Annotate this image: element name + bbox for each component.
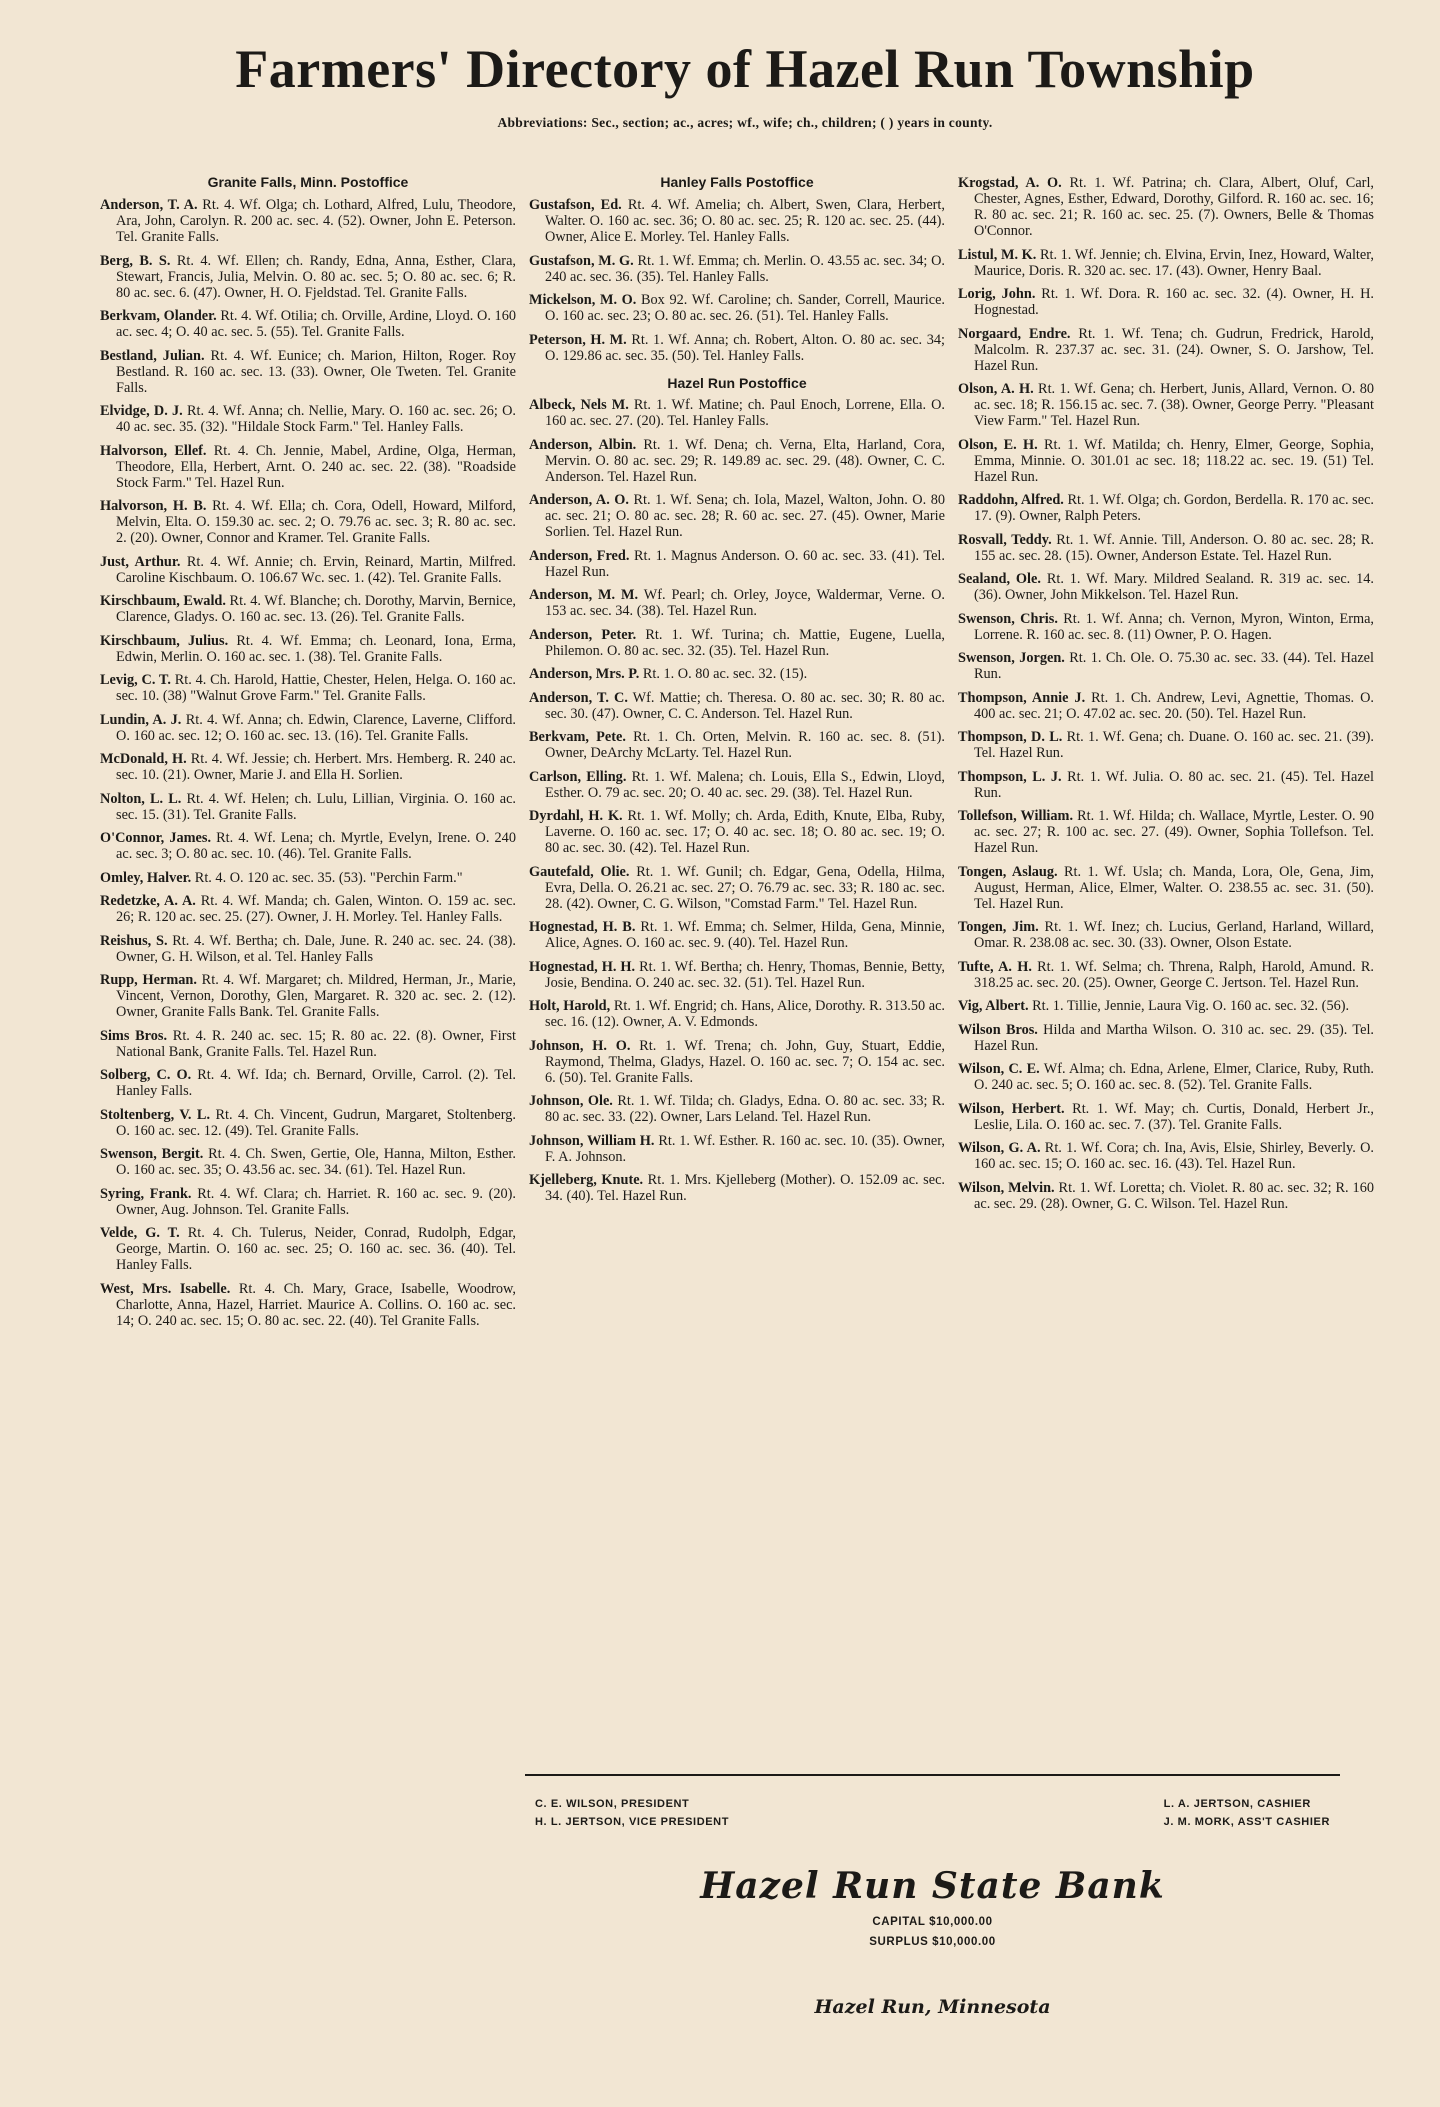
directory-entry — [958, 729, 1374, 761]
entry-name: Krogstad, A. O. — [958, 175, 1062, 192]
entry-name: Kjelleberg, Knute. — [529, 1172, 644, 1189]
bank-name: Hazel Run State Bank — [700, 1865, 1165, 1908]
entry-name: Berkvam, Pete. — [529, 729, 626, 746]
entry-details: Rt. 1. Wf. Dena; ch. Verna, Elta, Harland, Cora, Mervin. O. 80 ac. sec. 29; R. 149.89 ac. sec. 29. (48). Owner, C. C. Anderson. Tel. Hazel Run. — [545, 436, 945, 485]
entry-details: Rt. 1. Mrs. Kjelleberg (Mother). O. 152.09 ac. sec. 34. (40). Tel. Hazel Run. — [545, 1172, 946, 1205]
entry-details: Rt. 4. Wf. Jessie; ch. Herbert. Mrs. Hemberg. R. 240 ac. sec. 10. (21). Owner, Marie J. and Ella H. Sorlien. — [116, 751, 517, 784]
entry-details: Rt. 1. Wf. Julia. O. 80 ac. sec. 21. (45). Tel. Hazel Run. — [974, 768, 1374, 801]
directory-entry — [529, 548, 945, 580]
entry-details: Rt. 4. Wf. Bertha; ch. Dale, June. R. 240 ac. sec. 24. (38). Owner, G. H. Wilson, et al. Tel. Hanley Falls — [116, 932, 516, 965]
entry-details: Wf. Mattie; ch. Theresa. O. 80 ac. sec. 30; R. 80 ac. sec. 30. (47). Owner, C. C. Anderson. Tel. Hazel Run. — [545, 689, 945, 722]
entry-name: Hognestad, H. B. — [529, 919, 636, 936]
entry-details: Rt. 1. Wf. Cora; ch. Ina, Avis, Elsie, Shirley, Beverly. O. 160 ac. sec. 15; O. 160 ac. sec. 16. (43). Tel. Hazel Run. — [974, 1140, 1374, 1173]
entry-details: Rt. 4. Wf. Eunice; ch. Marion, Hilton, Roger. Roy Bestland. R. 160 ac. sec. 13. (33). Owner, Ole Tweten. Tel. Granite Falls. — [116, 347, 516, 396]
entry-details: Rt. 4. Ch. Vincent, Gudrun, Margaret, Stoltenberg. O. 160 ac. sec. 12. (49). Tel. Granite Falls. — [116, 1106, 516, 1139]
directory-entry — [100, 672, 516, 704]
entry-details: Rt. 1. Wf. Dora. R. 160 ac. sec. 32. (4). Owner, H. H. Hognestad. — [974, 286, 1375, 319]
entry-name: Anderson, T. A. — [100, 197, 198, 214]
directory-entry — [958, 1101, 1374, 1133]
entry-name: Halvorson, H. B. — [100, 498, 207, 515]
entry-details: Rt. 4. Wf. Lena; ch. Myrtle, Evelyn, Irene. O. 240 ac. sec. 3; O. 80 ac. sec. 10. (46). Tel. Granite Falls. — [116, 830, 516, 863]
directory-entry — [958, 998, 1374, 1014]
directory-entry — [529, 253, 945, 285]
directory-entry — [100, 403, 516, 435]
entry-name: Anderson, Albin. — [529, 436, 637, 453]
entry-name: Johnson, Ole. — [529, 1093, 613, 1110]
bank-capital: CAPITAL $10,000.00 — [872, 1916, 993, 1929]
entry-name: Sims Bros. — [100, 1027, 168, 1044]
bank-surplus: SURPLUS $10,000.00 — [869, 1935, 996, 1948]
entry-name: Kirschbaum, Julius. — [100, 632, 229, 649]
entry-details: Rt. 1. Wf. Patrina; ch. Clara, Albert, Oluf, Carl, Chester, Agnes, Esther, Edward, Dorothy, Gilford. R. 160 ac. sec. 16; R. 80 ac. sec. 21; R. 160 ac. sec. 25. (7). Owners, Belle & Thomas O'Connor. — [974, 175, 1374, 240]
entry-name: Gautefald, Olie. — [529, 863, 630, 880]
entries-hanley-falls — [529, 197, 945, 364]
entry-details: Rt. 4. Wf. Blanche; ch. Dorothy, Marvin, Bernice, Clarence, Gladys. O. 160 ac. sec. 13. (26). Tel. Granite Falls. — [116, 593, 517, 626]
directory-entry — [958, 532, 1374, 564]
directory-entry — [100, 972, 516, 1020]
entry-name: Carlson, Elling. — [529, 768, 627, 785]
directory-entry — [958, 492, 1374, 524]
bank-officers — [525, 1796, 1340, 1831]
column-hazel-run-cont — [958, 175, 1374, 1336]
entry-name: Norgaard, Endre. — [958, 325, 1071, 342]
entry-details: Rt. 1. Wf. Emma; ch. Merlin. O. 43.55 ac. sec. 34; O. 240 ac. sec. 36. (35). Tel. Hanley Falls. — [545, 252, 945, 285]
entry-details: Rt. 4. Wf. Anna; ch. Edwin, Clarence, Laverne, Clifford. O. 160 ac. sec. 12; O. 160 ac. sec. 13. (16). Tel. Granite Falls. — [116, 711, 516, 744]
directory-entry — [529, 1172, 945, 1204]
entry-details: Rt. 1. Wf. Gunil; ch. Edgar, Gena, Odella, Hilma, Evra, Della. O. 26.21 ac. sec. 27; O. 76.79 ac. sec. 33; R. 180 ac. sec. 28. (42). Owner, C. G. Wilson, "Comstad Farm." Tel. Hazel Run. — [545, 863, 945, 912]
directory-entry — [958, 437, 1374, 485]
entry-name: Levig, C. T. — [100, 672, 171, 689]
entry-name: Omley, Halver. — [100, 869, 192, 886]
directory-entry — [958, 919, 1374, 951]
directory-entry — [958, 1022, 1374, 1054]
directory-entry — [529, 666, 945, 682]
directory-entry — [529, 292, 945, 324]
entry-name: Rosvall, Teddy. — [958, 531, 1052, 548]
entry-details: Rt. 4. Wf. Clara; ch. Harriet. R. 160 ac. sec. 9. (20). Owner, Aug. Johnson. Tel. Granite Falls. — [116, 1185, 517, 1218]
entry-name: Reishus, S. — [100, 932, 168, 949]
entry-name: Anderson, Fred. — [529, 547, 630, 564]
entries-hazel-run — [529, 397, 945, 1204]
directory-entry — [529, 492, 945, 540]
entry-details: Rt. 1. Wf. Selma; ch. Threna, Ralph, Harold, Amund. R. 318.25 ac. sec. 20. (25). Owner, George C. Jertson. Tel. Hazel Run. — [974, 958, 1374, 991]
entry-name: Solberg, C. O. — [100, 1067, 192, 1084]
entry-name: Lorig, John. — [958, 286, 1036, 303]
directory-entry — [529, 587, 945, 619]
entry-details: Rt. 1. Wf. Tena; ch. Gudrun, Fredrick, Harold, Malcolm. R. 237.37 ac. sec. 31. (24). Owner, S. O. Jarshow, Tel. Hazel Run. — [974, 325, 1375, 374]
president: C. E. WILSON, PRESIDENT — [535, 1798, 690, 1810]
entry-name: West, Mrs. Isabelle. — [100, 1280, 231, 1297]
entry-details: Rt. 1. Wf. Loretta; ch. Violet. R. 80 ac. sec. 32; R. 160 ac. sec. 29. (28). Owner, G. C. Wilson. Tel. Hazel Run. — [974, 1179, 1374, 1212]
bank-advertisement — [525, 1774, 1340, 2018]
entry-details: Rt. 1. Wf. Mary. Mildred Sealand. R. 319 ac. sec. 14. (36). Owner, John Mikkelson. Tel. Hazel Run. — [974, 571, 1374, 604]
entry-details: Rt. 1. Wf. Annie. Till, Anderson. O. 80 ac. sec. 28; R. 155 ac. sec. 28. (15). Owner, Anderson Estate. Tel. Hazel Run. — [974, 531, 1375, 564]
directory-entry — [529, 808, 945, 856]
entry-details: Wf. Pearl; ch. Orley, Joyce, Waldermar, Verne. O. 153 ac. sec. 34. (38). Tel. Hazel Run. — [545, 587, 945, 620]
entry-name: Velde, G. T. — [100, 1225, 180, 1242]
directory-entry — [529, 998, 945, 1030]
entry-details: Rt. 4. Wf. Margaret; ch. Mildred, Herman, Jr., Marie, Vincent, Vernon, Dorothy, Glen, Margaret. R. 320 ac. sec. 2. (12). Owner, Granite Falls Bank. Tel. Granite Falls. — [116, 972, 516, 1021]
entry-name: Redetzke, A. A. — [100, 893, 196, 910]
entry-name: Johnson, H. O. — [529, 1037, 631, 1054]
directory-entry — [958, 650, 1374, 682]
entry-details: Rt. 1. Wf. Trena; ch. John, Guy, Stuart, Eddie, Raymond, Thelma, Gladys, Hazel. O. 160 ac. sec. 7; O. 154 ac. sec. 6. (50). Tel. Granite Falls. — [545, 1037, 945, 1086]
entry-details: Rt. 4. Wf. Emma; ch. Leonard, Iona, Erma, Edwin, Merlin. O. 160 ac. sec. 1. (38). Tel. Granite Falls. — [116, 632, 516, 665]
entry-name: Dyrdahl, H. K. — [529, 808, 623, 825]
entry-details: Rt. 4. Wf. Ella; ch. Cora, Odell, Howard, Milford, Melvin, Elta. O. 159.30 ac. sec. 2; O. 79.76 ac. sec. 3; R. 80 ac. sec. 2. (20). Owner, Connor and Kramer. Tel. Granite Falls. — [116, 498, 516, 547]
entry-name: Tollefson, William. — [958, 808, 1074, 825]
entry-details: Rt. 1. Wf. Gena; ch. Herbert, Junis, Allard, Vernon. O. 80 ac. sec. 18; R. 156.15 ac. sec. 7. (38). Owner, George Perry. "Pleasant View Farm." Tel. Hazel Run. — [974, 381, 1374, 430]
directory-entry — [100, 1028, 516, 1060]
entry-details: Rt. 4. Wf. Olga; ch. Lothard, Alfred, Lulu, Theodore, Ara, John, Carolyn. R. 200 ac. sec. 4. (52). Owner, John E. Peterson. Tel. Granite Falls. — [116, 197, 516, 246]
entry-details: Wf. Alma; ch. Edna, Arlene, Elmer, Clarice, Ruby, Ruth. O. 240 ac. sec. 5; O. 160 ac. sec. 8. (52). Tel. Granite Falls. — [974, 1061, 1374, 1094]
entry-name: Nolton, L. L. — [100, 790, 182, 807]
entry-name: Raddohn, Alfred. — [958, 492, 1064, 509]
entry-name: Tufte, A. H. — [958, 958, 1032, 975]
column-granite-falls — [100, 175, 516, 1336]
directory-entry — [100, 308, 516, 340]
entry-details: Rt. 1. Ch. Ole. O. 75.30 ac. sec. 33. (44). Tel. Hazel Run. — [974, 650, 1374, 683]
entry-details: Rt. 4. O. 120 ac. sec. 35. (53). "Perchin Farm." — [191, 869, 463, 886]
directory-entry — [100, 348, 516, 396]
abbreviations-line: Abbreviations: Sec., section; ac., acres; wf., wife; ch., children; ( ) years in county. — [497, 115, 993, 131]
directory-entry — [958, 690, 1374, 722]
entry-details: Rt. 4. Ch. Jennie, Mabel, Ardine, Olga, Herman, Theodore, Ella, Herbert, Arnt. O. 240 ac. sec. 22. (38). "Roadside Stock Farm." Tel. Hazel Run. — [116, 442, 517, 491]
directory-entry — [958, 175, 1374, 239]
entry-details: Rt. 1. Ch. Orten, Melvin. R. 160 ac. sec. 8. (51). Owner, DeArchy McLarty. Tel. Hazel Run. — [545, 729, 945, 762]
entry-details: Rt. 1. Wf. Jennie; ch. Elvina, Ervin, Inez, Howard, Walter, Maurice, Doris. R. 320 ac. sec. 17. (43). Owner, Henry Baal. — [974, 246, 1374, 279]
page-title: Farmers' Directory of Hazel Run Township — [235, 39, 1255, 99]
entry-name: Bestland, Julian. — [100, 347, 205, 364]
entry-details: Rt. 1. Wf. Matine; ch. Paul Enoch, Lorrene, Ella. O. 160 ac. sec. 27. (20). Tel. Hanley Falls. — [545, 397, 945, 430]
directory-entry — [958, 381, 1374, 429]
directory-entry — [100, 1186, 516, 1218]
entry-name: Wilson, Herbert. — [958, 1100, 1065, 1117]
directory-entry — [529, 690, 945, 722]
directory-entry — [958, 326, 1374, 374]
entry-details: Rt. 4. Wf. Annie; ch. Ervin, Reinard, Martin, Milfred. Caroline Kischbaum. O. 106.67 Wc. sec. 1. (42). Tel. Granite Falls. — [116, 553, 516, 586]
entry-name: Kirschbaum, Ewald. — [100, 593, 226, 610]
entry-details: Rt. 1. Wf. Engrid; ch. Hans, Alice, Dorothy. R. 313.50 ac. sec. 16. (12). Owner, A. V. Edmonds. — [545, 998, 945, 1031]
entry-name: Anderson, Peter. — [529, 626, 637, 643]
directory-entry — [958, 1180, 1374, 1212]
entry-details: Box 92. Wf. Caroline; ch. Sander, Correll, Maurice. O. 160 ac. sec. 23; O. 80 ac. sec. 26. (51). Tel. Hanley Falls. — [545, 292, 945, 325]
entry-details: Rt. 1. Wf. Bertha; ch. Henry, Thomas, Bennie, Betty, Josie, Bendina. O. 240 ac. sec. 32. (51). Tel. Hazel Run. — [545, 958, 945, 991]
entries-hazel-run-cont — [958, 175, 1374, 1212]
directory-entry — [100, 830, 516, 862]
directory-entry — [529, 959, 945, 991]
entry-name: Johnson, William H. — [529, 1132, 655, 1149]
entry-details: Rt. 1. Wf. Anna; ch. Robert, Alton. O. 80 ac. sec. 34; O. 129.86 ac. sec. 35. (50). Tel. Hanley Falls. — [545, 331, 945, 364]
entry-name: Just, Arthur. — [100, 553, 181, 570]
bank-location: Hazel Run, Minnesota — [814, 1996, 1051, 2019]
entry-details: Rt. 1. Wf. Usla; ch. Manda, Lora, Ole, Gena, Jim, August, Herman, Alice, Elmer, Walter. O. 238.55 ac. sec. 31. (50). Tel. Hazel Run. — [974, 863, 1375, 912]
entry-details: Rt. 1. Wf. Molly; ch. Arda, Edith, Knute, Elba, Ruby, Laverne. O. 160 ac. sec. 17; O. 40 ac. sec. 18; O. 80 ac. sec. 19; O. 80 ac. sec. 30. (42). Tel. Hazel Run. — [545, 808, 945, 857]
directory-entry — [100, 712, 516, 744]
section-heading: Granite Falls, Minn. Postoffice — [207, 174, 409, 191]
directory-entry — [529, 769, 945, 801]
bank-capital-surplus — [525, 1913, 1340, 1952]
directory-entry — [100, 893, 516, 925]
directory-entry — [958, 808, 1374, 856]
entry-details: Rt. 1. Wf. Gena; ch. Duane. O. 160 ac. sec. 21. (39). Tel. Hazel Run. — [974, 729, 1374, 762]
directory-entry — [529, 1133, 945, 1165]
entry-name: Listul, M. K. — [958, 246, 1037, 263]
entry-name: Olson, E. H. — [958, 436, 1038, 453]
entry-name: Thompson, Annie J. — [958, 689, 1086, 706]
directory-entry — [529, 729, 945, 761]
column-hanley-hazel — [529, 175, 945, 1336]
entry-details: Hilda and Martha Wilson. O. 310 ac. sec. 29. (35). Tel. Hazel Run. — [974, 1021, 1374, 1054]
entry-details: Rt. 1. Ch. Andrew, Levi, Agnettie, Thomas. O. 400 ac. sec. 21; O. 47.02 ac. sec. 20. (50). Tel. Hazel Run. — [974, 689, 1374, 722]
entry-details: Rt. 4. Wf. Anna; ch. Nellie, Mary. O. 160 ac. sec. 26; O. 40 ac. sec. 35. (32). "Hildale Stock Farm." Tel. Hanley Falls. — [116, 403, 516, 436]
entry-details: Rt. 4. Wf. Amelia; ch. Albert, Swen, Clara, Herbert, Walter. O. 160 ac. sec. 36; O. 80 ac. sec. 25; R. 120 ac. sec. 25. (44). Owner, Alice E. Morley. Tel. Hanley Falls. — [545, 197, 945, 246]
entry-name: Stoltenberg, V. L. — [100, 1106, 211, 1123]
entry-details: Rt. 1. Wf. Anna; ch. Vernon, Myron, Winton, Erma, Lorrene. R. 160 ac. sec. 8. (11) Owner, P. O. Hagen. — [974, 610, 1374, 643]
directory-entry — [100, 498, 516, 546]
entry-details: Rt. 1. Tillie, Jennie, Laura Vig. O. 160 ac. sec. 32. (56). — [1028, 998, 1350, 1015]
assistant-cashier: J. M. MORK, ASS'T CASHIER — [1163, 1815, 1330, 1828]
officers-left — [535, 1796, 729, 1831]
directory-entry — [100, 593, 516, 625]
entry-name: Swenson, Chris. — [958, 610, 1058, 627]
entry-details: Rt. 1. Wf. Matilda; ch. Henry, Elmer, George, Sophia, Emma, Minnie. O. 301.01 ac sec. 18; 118.22 ac. sec. 19. (51) Tel. Hazel Run. — [974, 436, 1374, 485]
directory-entry — [529, 1093, 945, 1125]
entry-name: Holt, Harold, — [529, 998, 611, 1015]
entry-details: Rt. 4. Wf. Otilia; ch. Orville, Ardine, Lloyd. O. 160 ac. sec. 4; O. 40 ac. sec. 5. (55). Tel. Granite Falls. — [116, 308, 517, 341]
directory-entry — [958, 959, 1374, 991]
entry-name: Peterson, H. M. — [529, 331, 627, 348]
entry-name: Anderson, A. O. — [529, 492, 629, 509]
entry-name: Olson, A. H. — [958, 381, 1034, 398]
entry-name: Halvorson, Ellef. — [100, 442, 207, 459]
entry-details: Rt. 1. Wf. Tilda; ch. Gladys, Edna. O. 80 ac. sec. 33; R. 80 ac. sec. 33. (22). Owner, Lars Leland. Tel. Hazel Run. — [545, 1093, 945, 1126]
entry-details: Rt. 1. Wf. Sena; ch. Iola, Mazel, Walton, John. O. 80 ac. sec. 21; O. 80 ac. sec. 28; R. 60 ac. sec. 27. (45). Owner, Marie Sorlien. Tel. Hazel Run. — [545, 492, 945, 541]
entry-name: Tongen, Jim. — [958, 919, 1039, 936]
entry-details: Rt. 1. Wf. Esther. R. 160 ac. sec. 10. (35). Owner, F. A. Johnson. — [545, 1132, 945, 1165]
directory-entry — [958, 1061, 1374, 1093]
entry-name: Anderson, Mrs. P. — [529, 666, 640, 683]
directory-entry — [529, 397, 945, 429]
directory-entry — [100, 751, 516, 783]
entry-details: Rt. 4. Wf. Manda; ch. Galen, Winton. O. 159 ac. sec. 26; R. 120 ac. sec. 25. (27). Owner, J. H. Morley. Tel. Hanley Falls. — [116, 893, 516, 926]
directory-entry — [100, 253, 516, 301]
entry-details: Rt. 1. Wf. May; ch. Curtis, Donald, Herbert Jr., Leslie, Lila. O. 160 ac. sec. 7. (37). Tel. Granite Falls. — [974, 1100, 1374, 1133]
entry-details: Rt. 1. Wf. Turina; ch. Mattie, Eugene, Luella, Philemon. O. 80 ac. sec. 32. (35). Tel. Hazel Run. — [545, 626, 945, 659]
vice-president: H. L. JERTSON, VICE PRESIDENT — [535, 1815, 730, 1828]
directory-entry — [100, 933, 516, 965]
directory-entry — [100, 870, 516, 886]
entry-name: Tongen, Aslaug. — [958, 863, 1058, 880]
directory-entry — [958, 1140, 1374, 1172]
entry-name: Thompson, D. L. — [958, 729, 1063, 746]
directory-entry — [100, 1107, 516, 1139]
entry-details: Rt. 1. Magnus Anderson. O. 60 ac. sec. 33. (41). Tel. Hazel Run. — [545, 547, 945, 580]
entry-name: Albeck, Nels M. — [529, 397, 629, 414]
entry-name: Elvidge, D. J. — [100, 403, 183, 420]
entry-name: Anderson, T. C. — [529, 689, 628, 706]
entry-details: Rt. 1. Wf. Inez; ch. Lucius, Gerland, Harland, Willard, Omar. R. 238.08 ac. sec. 30. (33). Owner, Olson Estate. — [974, 919, 1374, 952]
entry-name: O'Connor, James. — [100, 830, 212, 847]
entry-name: McDonald, H. — [100, 751, 187, 768]
entry-name: Gustafson, M. G. — [529, 252, 634, 269]
entry-details: Rt. 1. O. 80 ac. sec. 32. (15). — [639, 666, 808, 683]
entry-name: Swenson, Bergit. — [100, 1146, 204, 1163]
entry-details: Rt. 1. Wf. Emma; ch. Selmer, Hilda, Gena, Minnie, Alice, Agnes. O. 160 ac. sec. 9. (40). Tel. Hazel Run. — [545, 919, 945, 952]
directory-entry — [100, 1225, 516, 1273]
directory-entry — [100, 1281, 516, 1329]
entry-name: Sealand, Ole. — [958, 571, 1041, 588]
entry-details: Rt. 4. Wf. Helen; ch. Lulu, Lillian, Virginia. O. 160 ac. sec. 15. (31). Tel. Granite Falls. — [116, 790, 517, 823]
entry-name: Berg, B. S. — [100, 252, 171, 269]
entry-name: Syring, Frank. — [100, 1185, 192, 1202]
entry-name: Mickelson, M. O. — [529, 292, 637, 309]
directory-entry — [529, 197, 945, 245]
officers-right — [1164, 1796, 1330, 1831]
entry-details: Rt. 4. Ch. Harold, Hattie, Chester, Helen, Helga. O. 160 ac. sec. 10. (38) "Walnut Grove Farm." Tel. Granite Falls. — [116, 672, 516, 705]
directory-entry — [958, 286, 1374, 318]
directory-entry — [100, 791, 516, 823]
directory-entry — [958, 864, 1374, 912]
entry-details: Rt. 4. Wf. Ellen; ch. Randy, Edna, Anna, Esther, Clara, Stewart, Francis, Julia, Melvin. O. 80 ac. sec. 5; O. 80 ac. sec. 6; R. 80 ac. sec. 6. (47). Owner, H. O. Fjeldstad. Tel. Granite Falls. — [116, 252, 516, 301]
entry-details: Rt. 1. Wf. Hilda; ch. Wallace, Myrtle, Lester. O. 90 ac. sec. 27; R. 100 ac. sec. 27. (49). Owner, Sophia Tollefson. Tel. Hazel Run. — [974, 808, 1374, 857]
directory-entry — [529, 1038, 945, 1086]
entry-name: Thompson, L. J. — [958, 768, 1062, 785]
cashier: L. A. JERTSON, CASHIER — [1163, 1798, 1311, 1810]
entry-name: Wilson, C. E. — [958, 1061, 1040, 1078]
entry-details: Rt. 4. Ch. Mary, Grace, Isabelle, Woodrow, Charlotte, Anna, Hazel, Harriet. Maurice A. Collins. O. 160 ac. sec. 14; O. 240 ac. sec. 15; O. 80 ac. sec. 22. (40). Tel Granite Falls. — [116, 1280, 516, 1329]
directory-entry — [100, 633, 516, 665]
directory-entry — [100, 443, 516, 491]
directory-entry — [100, 197, 516, 245]
directory-entry — [529, 437, 945, 485]
entry-name: Wilson, Melvin. — [958, 1179, 1055, 1196]
directory-entry — [958, 769, 1374, 801]
entry-details: Rt. 4. Ch. Swen, Gertie, Ole, Hanna, Milton, Esther. O. 160 ac. sec. 35; O. 43.56 ac. sec. 34. (61). Tel. Hazel Run. — [116, 1146, 516, 1179]
entry-name: Vig, Albert. — [958, 998, 1029, 1015]
directory-entry — [529, 627, 945, 659]
entry-name: Lundin, A. J. — [100, 711, 182, 728]
directory-entry — [100, 1067, 516, 1099]
directory-entry — [958, 247, 1374, 279]
directory-entry — [529, 332, 945, 364]
entry-details: Rt. 4. Wf. Ida; ch. Bernard, Orville, Carrol. (2). Tel. Hanley Falls. — [116, 1067, 516, 1100]
directory-entry — [100, 1146, 516, 1178]
entry-details: Rt. 4. R. 240 ac. sec. 15; R. 80 ac. 22. (8). Owner, First National Bank, Granite Falls. Tel. Hazel Run. — [116, 1027, 516, 1060]
entry-name: Anderson, M. M. — [529, 587, 639, 604]
entry-name: Gustafson, Ed. — [529, 197, 622, 214]
entry-details: Rt. 4. Ch. Tulerus, Neider, Conrad, Rudolph, Edgar, George, Martin. O. 160 ac. sec. 25; O. 160 ac. sec. 36. (40). Tel. Hanley Falls. — [116, 1225, 516, 1274]
directory-columns — [100, 175, 1390, 1336]
entry-name: Rupp, Herman. — [100, 972, 197, 989]
directory-entry — [529, 864, 945, 912]
entry-name: Berkvam, Olander. — [100, 308, 217, 325]
entry-details: Rt. 1. Wf. Malena; ch. Louis, Ella S., Edwin, Lloyd, Esther. O. 79 ac. sec. 20; O. 40 ac. sec. 29. (38). Tel. Hazel Run. — [545, 768, 945, 801]
entry-name: Swenson, Jorgen. — [958, 650, 1065, 667]
directory-entry — [100, 554, 516, 586]
directory-entry — [529, 919, 945, 951]
entry-details: Rt. 1. Wf. Olga; ch. Gordon, Berdella. R. 170 ac. sec. 17. (9). Owner, Ralph Peters. — [974, 492, 1374, 525]
entry-name: Wilson, G. A. — [958, 1140, 1041, 1157]
entry-name: Wilson Bros. — [958, 1021, 1038, 1038]
section-heading: Hazel Run Postoffice — [667, 374, 807, 391]
section-heading: Hanley Falls Postoffice — [660, 174, 814, 191]
entry-name: Hognestad, H. H. — [529, 958, 636, 975]
directory-entry — [958, 571, 1374, 603]
directory-entry — [958, 611, 1374, 643]
